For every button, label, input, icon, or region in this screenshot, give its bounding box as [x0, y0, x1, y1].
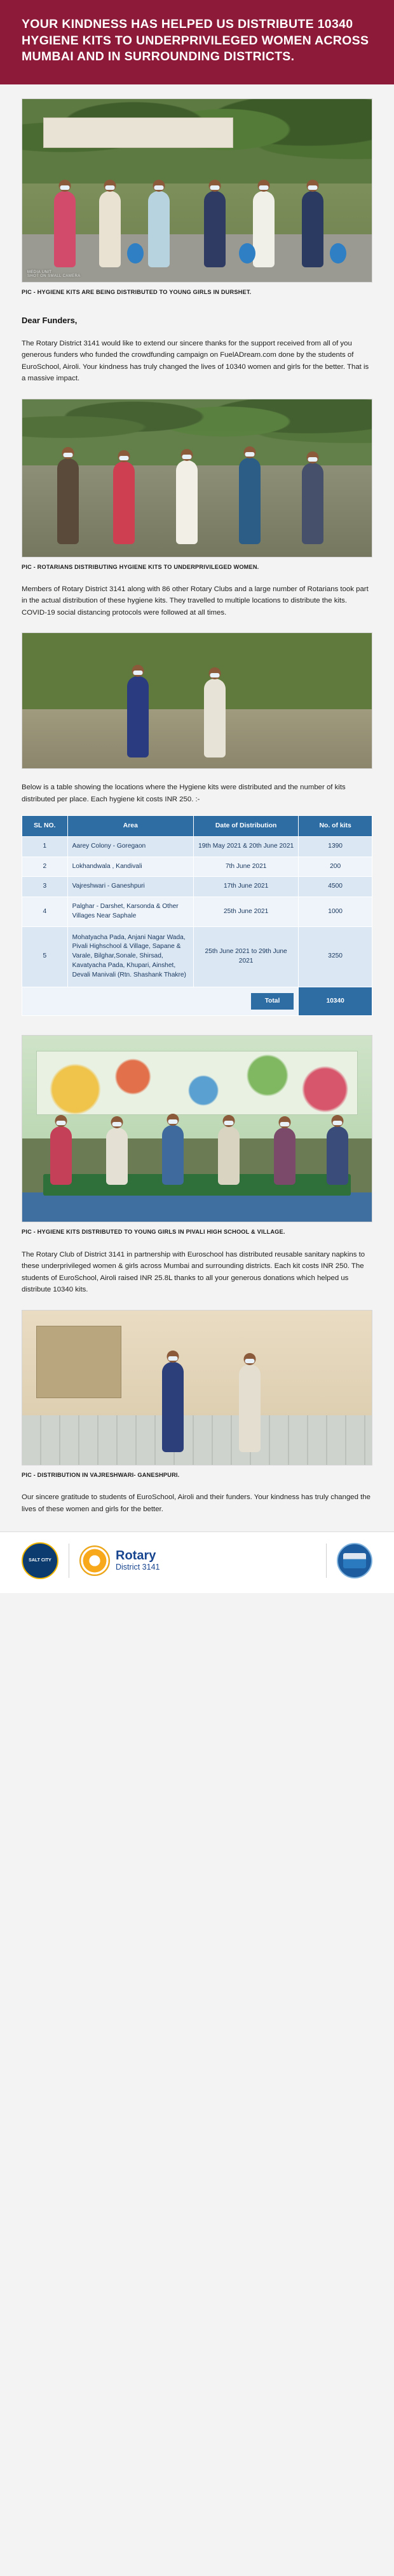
- photo-block-3: [22, 632, 372, 769]
- cell-date: 25th June 2021: [193, 897, 298, 927]
- photo-pivali-school: [22, 1035, 372, 1222]
- person-c: [176, 460, 198, 544]
- table-header-row: [22, 816, 372, 837]
- table-row: [22, 836, 372, 857]
- cell-kits: 4500: [299, 877, 372, 897]
- person-recipient: [204, 679, 226, 757]
- cell-sl: 2: [22, 857, 68, 877]
- cell-kits: 200: [299, 857, 372, 877]
- student-1: [50, 1126, 72, 1185]
- paragraph-5: Our sincere gratitude to students of EuroSchool, Airoli and their funders. Your kindness has truly changed the lives of these women and girls for the better.: [22, 1493, 370, 1513]
- table-row: [22, 877, 372, 897]
- person-1: [54, 191, 76, 267]
- person-woman: [239, 1365, 261, 1452]
- person-volunteer: [127, 676, 149, 757]
- photo-5-scene: [22, 1311, 372, 1465]
- header-banner: [0, 0, 394, 84]
- person-e: [302, 463, 323, 544]
- person-a-mask: [64, 453, 73, 457]
- student-3-mask: [168, 1119, 178, 1124]
- person-recipient-mask: [210, 673, 220, 677]
- photo-watermark: [27, 270, 81, 278]
- cell-kits: 1000: [299, 897, 372, 927]
- person-1-mask: [60, 185, 69, 190]
- person-b-mask: [119, 456, 129, 460]
- student-5-mask: [280, 1122, 290, 1126]
- person-a: [57, 458, 79, 544]
- person-5: [253, 191, 275, 267]
- salt-city-logo: [22, 1542, 58, 1579]
- watermark-line-2: SHOT ON SMALL CAMERA: [27, 274, 81, 279]
- photo-1-scene: [22, 99, 372, 282]
- page-title: YOUR KINDNESS HAS HELPED US DISTRIBUTE 10340 HYGIENE KITS TO UNDERPRIVILEGED WOMEN ACROSS MUMBAI AND IN SURROUNDING DISTRICTS.: [22, 17, 369, 64]
- student-2: [106, 1128, 128, 1185]
- person-c-mask: [182, 455, 192, 459]
- person-3-mask: [154, 185, 164, 190]
- cell-date: 17th June 2021: [193, 877, 298, 897]
- photo-block-5: [22, 1310, 372, 1479]
- salutation: Dear Funders,: [22, 315, 78, 325]
- student-6: [327, 1126, 348, 1185]
- student-3: [162, 1125, 184, 1185]
- student-4-mask: [224, 1121, 234, 1125]
- table-row: [22, 857, 372, 877]
- person-5-mask: [259, 185, 269, 190]
- photo-2-scene: [22, 399, 372, 557]
- table-total-row: [22, 987, 372, 1016]
- photo-1-caption: PIC - HYGIENE KITS ARE BEING DISTRIBUTED TO YOUNG GIRLS IN DURSHET.: [22, 289, 252, 296]
- student-5: [274, 1128, 296, 1185]
- person-b: [113, 462, 135, 544]
- cell-date: 7th June 2021: [193, 857, 298, 877]
- cell-date: 19th May 2021 & 20th June 2021: [193, 836, 298, 857]
- photo-durshet-distribution: [22, 98, 372, 283]
- photo-block-2: [22, 399, 372, 571]
- green-backdrop: [22, 633, 372, 714]
- person-6: [302, 191, 323, 267]
- person-giver-mask: [168, 1356, 178, 1361]
- total-spacer: [22, 987, 299, 1016]
- shelf: [36, 1326, 121, 1398]
- photo-4-caption: PIC - HYGIENE KITS DISTRIBUTED TO YOUNG GIRLS IN PIVALI HIGH SCHOOL & VILLAGE.: [22, 1229, 285, 1236]
- person-d: [239, 458, 261, 544]
- euroschool-logo: [337, 1543, 372, 1578]
- col-sl-no: SL NO.: [22, 816, 68, 837]
- table-row: [22, 926, 372, 987]
- photo-handover: [22, 632, 372, 769]
- cell-area: Aarey Colony - Goregaon: [67, 836, 193, 857]
- student-1-mask: [57, 1121, 66, 1125]
- photo-rotarians-distributing: [22, 399, 372, 557]
- total-value: 10340: [299, 987, 372, 1016]
- cell-kits: 3250: [299, 926, 372, 987]
- cell-area: Palghar - Darshet, Karsonda & Other Villages Near Saphale: [67, 897, 193, 927]
- classroom-floor: [22, 1192, 372, 1222]
- photo-block-4: [22, 1035, 372, 1236]
- cell-area: Lokhandwala , Kandivali: [67, 857, 193, 877]
- cell-area: Mohatyacha Pada, Anjani Nagar Wada, Pivali Highschool & Village, Sapane & Varale, Bilghar,Sonale, Shirsad, Kavatyacha Pada, Khupari, Ainshet, Devali Manivali (Rtn. Shashank Thakre): [67, 926, 193, 987]
- person-volunteer-mask: [133, 671, 143, 675]
- person-6-mask: [308, 185, 318, 190]
- col-date: Date of Distribution: [193, 816, 298, 837]
- event-banner: [43, 117, 233, 148]
- photo-4-scene: [22, 1036, 372, 1222]
- footer-divider-2: [326, 1544, 327, 1578]
- cell-sl: 3: [22, 877, 68, 897]
- footer-logos: [0, 1532, 394, 1593]
- person-2: [99, 191, 121, 267]
- col-kits: No. of kits: [299, 816, 372, 837]
- trees: [22, 399, 372, 469]
- salt-city-logo-text: SALT CITY: [29, 1558, 51, 1563]
- person-woman-mask: [245, 1359, 255, 1363]
- watermark-line-1: MEDIA UNIT: [27, 270, 52, 275]
- person-d-mask: [245, 452, 255, 457]
- table-body: [22, 836, 372, 1016]
- student-4: [218, 1126, 240, 1185]
- cell-kits: 1390: [299, 836, 372, 857]
- floor-tiles: [22, 1415, 372, 1465]
- person-3: [148, 191, 170, 267]
- person-4: [204, 191, 226, 267]
- document-content: [0, 98, 394, 1515]
- student-2-mask: [112, 1122, 122, 1126]
- paragraph-2: Members of Rotary District 3141 along with 86 other Rotary Clubs and a large number of Rotarians took part in the actual distribution of these hygiene kits. They travelled to multiple locations to distribute the kits. COVID-19 social distancing protocols were followed at all times.: [22, 585, 369, 617]
- photo-vajreshwari: [22, 1310, 372, 1465]
- photo-5-caption: PIC - DISTRIBUTION IN VAJRESHWARI- GANESHPURI.: [22, 1471, 180, 1478]
- person-e-mask: [308, 457, 318, 462]
- photo-block-1: [22, 98, 372, 296]
- cell-sl: 5: [22, 926, 68, 987]
- person-2-mask: [105, 185, 115, 190]
- rotary-text-block: [116, 1549, 160, 1572]
- table-row: [22, 897, 372, 927]
- paragraph-1: The Rotary District 3141 would like to extend our sincere thanks for the support received from all of you generous funders who funded the crowdfunding campaign on FuelADream.com done by the students of EuroSchool, Airoli. Your kindness has truly changed the lives of 10340 women and girls for the better. That is a massive impact.: [22, 339, 369, 383]
- total-label: Total: [251, 993, 294, 1010]
- paragraph-3: Below is a table showing the locations where the Hygiene kits were distributed and the number of kits distributed per place. Each hygiene kit costs INR 250. :-: [22, 784, 346, 803]
- cell-sl: 1: [22, 836, 68, 857]
- rotary-district: District 3141: [116, 1563, 160, 1572]
- ground-3: [22, 709, 372, 769]
- person-4-mask: [210, 185, 220, 190]
- person-giver: [162, 1362, 184, 1452]
- cell-area: Vajreshwari - Ganeshpuri: [67, 877, 193, 897]
- wall-mural: [36, 1051, 358, 1116]
- cell-date: 25th June 2021 to 29th June 2021: [193, 926, 298, 987]
- rotary-logo: [79, 1545, 316, 1576]
- classroom-bench: [43, 1174, 351, 1196]
- photo-3-scene: [22, 633, 372, 768]
- photo-2-caption: PIC - ROTARIANS DISTRIBUTING HYGIENE KITS TO UNDERPRIVILEGED WOMEN.: [22, 563, 259, 570]
- cell-sl: 4: [22, 897, 68, 927]
- student-6-mask: [332, 1121, 342, 1125]
- col-area: Area: [67, 816, 193, 837]
- rotary-wheel-icon: [79, 1545, 110, 1576]
- kits-distribution-table: [22, 815, 372, 1016]
- rotary-name: Rotary: [116, 1549, 156, 1563]
- table-head: [22, 816, 372, 837]
- paragraph-4: The Rotary Club of District 3141 in partnership with Euroschool has distributed reusable sanitary napkins to these underprivileged women & girls across Mumbai and surrounding districts. Each kit costs INR 250. The students of EuroSchool, Airoli raised INR 25.8L thanks to all your generous donations which helped us distribute 10340 kits.: [22, 1250, 365, 1294]
